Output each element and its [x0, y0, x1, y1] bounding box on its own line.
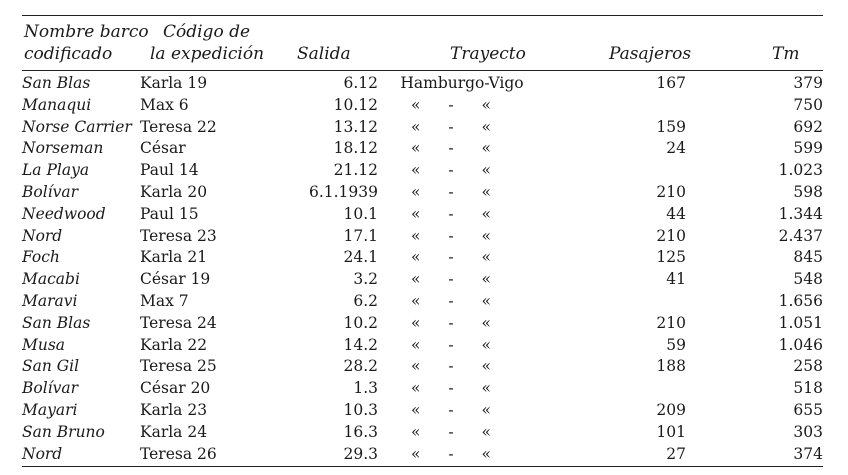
ditto-dash: - — [448, 270, 454, 289]
ditto-marks — [411, 356, 491, 378]
ditto-left-mark: « — [411, 270, 421, 289]
table-row — [22, 117, 823, 139]
expedition-code-cell: Max 7 — [140, 291, 189, 310]
ditto-left-mark: « — [411, 400, 421, 419]
tonnage-cell: 303 — [793, 422, 823, 441]
passengers-cell: 125 — [656, 248, 686, 267]
ditto-left-mark: « — [411, 357, 421, 376]
ship-name-cell: Manaqui — [22, 95, 92, 114]
passengers-cell: 159 — [656, 117, 686, 136]
ship-name-cell: San Blas — [22, 74, 91, 92]
ditto-marks — [411, 335, 491, 357]
header-trayecto: Trayecto — [450, 44, 526, 64]
expedition-code-cell: Teresa 23 — [140, 226, 217, 245]
route-cell — [378, 182, 546, 204]
passengers-cell — [546, 95, 686, 117]
ditto-dash: - — [448, 226, 454, 245]
expedition-code-cell: Teresa 24 — [140, 313, 217, 332]
header-pasajeros: Pasajeros — [609, 44, 692, 64]
route-cell — [378, 444, 546, 466]
ship-name-cell: Bolívar — [22, 379, 79, 398]
route-cell — [378, 400, 546, 422]
tonnage-cell: 548 — [793, 270, 823, 289]
route-cell — [378, 291, 546, 313]
ship-name-cell: Foch — [22, 248, 60, 267]
ditto-marks — [411, 95, 491, 117]
table-row — [22, 313, 823, 335]
expedition-code-cell: César 19 — [140, 270, 211, 289]
table-row — [22, 247, 823, 269]
ditto-marks — [411, 422, 491, 444]
ship-name-cell: Musa — [22, 335, 66, 354]
ditto-left-mark: « — [411, 422, 421, 441]
ditto-right-mark: « — [481, 379, 491, 398]
passengers-cell — [546, 291, 686, 313]
ditto-right-mark: « — [481, 204, 491, 223]
ditto-marks — [411, 313, 491, 335]
departure-date-cell: 1.3 — [353, 379, 378, 398]
expedition-code-cell: Karla 22 — [140, 335, 208, 354]
expeditions-table — [22, 73, 823, 465]
table-row — [22, 335, 823, 357]
departure-date-cell: 13.12 — [333, 117, 378, 136]
route-cell — [378, 335, 546, 357]
ditto-marks — [411, 269, 491, 291]
tonnage-cell: 655 — [793, 400, 823, 419]
table-row — [22, 160, 823, 182]
expedition-code-cell: Teresa 25 — [140, 357, 217, 376]
departure-date-cell: 16.3 — [343, 422, 378, 441]
ship-name-cell: Mayari — [22, 400, 78, 419]
passengers-cell — [546, 378, 686, 400]
ship-name-cell: Needwood — [22, 204, 106, 223]
expedition-code-cell: Max 6 — [140, 95, 189, 114]
passengers-cell — [546, 160, 686, 182]
header-tm: Tm — [772, 44, 800, 64]
departure-date-cell: 21.12 — [333, 161, 378, 180]
departure-date-cell: 6.1.1939 — [308, 182, 378, 201]
ditto-dash: - — [448, 161, 454, 180]
ditto-dash: - — [448, 444, 454, 463]
ditto-dash: - — [448, 117, 454, 136]
departure-date-cell: 6.12 — [343, 74, 378, 92]
passengers-cell: 210 — [656, 182, 686, 201]
table-row — [22, 378, 823, 400]
ditto-right-mark: « — [481, 422, 491, 441]
table-row — [22, 269, 823, 291]
ditto-left-mark: « — [411, 226, 421, 245]
ship-name-cell: Nord — [22, 226, 63, 245]
ship-name-cell: Nord — [22, 444, 63, 463]
ditto-dash: - — [448, 379, 454, 398]
departure-date-cell: 10.3 — [343, 400, 378, 419]
top-rule — [22, 15, 823, 16]
tonnage-cell: 692 — [793, 117, 823, 136]
route-cell — [378, 247, 546, 269]
header-code-line2: la expedición — [150, 44, 265, 64]
ditto-right-mark: « — [481, 139, 491, 158]
ditto-marks — [411, 400, 491, 422]
ditto-marks — [411, 291, 491, 313]
departure-date-cell: 3.2 — [353, 270, 378, 289]
ditto-marks — [411, 247, 491, 269]
bottom-rule — [22, 466, 823, 467]
route-text: Hamburgo-Vigo — [400, 74, 524, 92]
header-rule — [22, 70, 823, 71]
table-row — [22, 138, 823, 160]
ditto-right-mark: « — [481, 270, 491, 289]
table-body — [22, 73, 823, 465]
tonnage-cell: 750 — [793, 95, 823, 114]
route-cell — [378, 226, 546, 248]
expedition-code-cell: Karla 21 — [140, 248, 208, 267]
expedition-code-cell: César — [140, 139, 186, 158]
tonnage-cell: 845 — [793, 248, 823, 267]
route-cell — [378, 422, 546, 444]
ditto-right-mark: « — [481, 161, 491, 180]
departure-date-cell: 6.2 — [353, 291, 378, 310]
ditto-left-mark: « — [411, 117, 421, 136]
header-code-line1: Código de — [163, 22, 251, 42]
tonnage-cell: 599 — [793, 139, 823, 158]
table-row — [22, 291, 823, 313]
ship-name-cell: Norse Carrier — [22, 117, 132, 136]
tonnage-cell: 1.344 — [778, 204, 823, 223]
passengers-cell: 59 — [666, 335, 686, 354]
tonnage-cell: 1.051 — [778, 313, 823, 332]
ship-name-cell: La Playa — [22, 161, 90, 180]
departure-date-cell: 29.3 — [343, 444, 378, 463]
tonnage-cell: 1.023 — [778, 161, 823, 180]
departure-date-cell: 10.12 — [333, 95, 378, 114]
route-cell — [378, 269, 546, 291]
route-cell — [378, 356, 546, 378]
ditto-right-mark: « — [481, 313, 491, 332]
ditto-left-mark: « — [411, 182, 421, 201]
ship-name-cell: Norseman — [22, 139, 104, 158]
ship-name-cell: Bolívar — [22, 182, 79, 201]
table-row — [22, 422, 823, 444]
table-row — [22, 204, 823, 226]
header-name-line2: codificado — [24, 44, 113, 64]
passengers-cell: 210 — [656, 226, 686, 245]
passengers-cell: 167 — [656, 74, 686, 92]
ditto-dash: - — [448, 291, 454, 310]
expedition-code-cell: Teresa 26 — [140, 444, 217, 463]
departure-date-cell: 17.1 — [343, 226, 378, 245]
expedition-code-cell: Teresa 22 — [140, 117, 217, 136]
expedition-code-cell: Paul 15 — [140, 204, 199, 223]
ditto-right-mark: « — [481, 400, 491, 419]
ditto-right-mark: « — [481, 335, 491, 354]
ditto-dash: - — [448, 139, 454, 158]
ditto-dash: - — [448, 357, 454, 376]
route-cell — [378, 160, 546, 182]
expedition-code-cell: César 20 — [140, 379, 211, 398]
passengers-cell: 188 — [656, 357, 686, 376]
table-row — [22, 444, 823, 466]
passengers-cell: 210 — [656, 313, 686, 332]
ditto-left-mark: « — [411, 139, 421, 158]
tonnage-cell: 598 — [793, 182, 823, 201]
ship-name-cell: San Blas — [22, 313, 91, 332]
ditto-dash: - — [448, 335, 454, 354]
tonnage-cell: 1.046 — [778, 335, 823, 354]
tonnage-cell: 379 — [793, 74, 823, 92]
ditto-right-mark: « — [481, 182, 491, 201]
ditto-right-mark: « — [481, 226, 491, 245]
header-salida: Salida — [297, 44, 351, 64]
ditto-marks — [411, 378, 491, 400]
header-name-line1: Nombre barco — [24, 22, 149, 42]
route-cell — [378, 95, 546, 117]
ditto-marks — [411, 182, 491, 204]
passengers-cell: 209 — [656, 400, 686, 419]
ditto-marks — [411, 117, 491, 139]
ditto-marks — [411, 138, 491, 160]
ditto-right-mark: « — [481, 248, 491, 267]
departure-date-cell: 10.1 — [343, 204, 378, 223]
ditto-marks — [411, 204, 491, 226]
route-cell — [378, 378, 546, 400]
ditto-left-mark: « — [411, 161, 421, 180]
expedition-code-cell: Karla 19 — [140, 74, 208, 92]
ship-name-cell: Maravi — [22, 291, 78, 310]
ship-name-cell: San Gil — [22, 357, 80, 376]
departure-date-cell: 28.2 — [343, 357, 378, 376]
departure-date-cell: 10.2 — [343, 313, 378, 332]
passengers-cell: 41 — [666, 270, 686, 289]
ditto-dash: - — [448, 95, 454, 114]
ditto-right-mark: « — [481, 444, 491, 463]
route-cell — [378, 73, 546, 95]
ship-name-cell: Macabi — [22, 270, 80, 289]
ditto-left-mark: « — [411, 335, 421, 354]
ditto-right-mark: « — [481, 357, 491, 376]
ditto-dash: - — [448, 313, 454, 332]
departure-date-cell: 18.12 — [333, 139, 378, 158]
ditto-dash: - — [448, 400, 454, 419]
ditto-dash: - — [448, 204, 454, 223]
departure-date-cell: 14.2 — [343, 335, 378, 354]
expedition-code-cell: Karla 20 — [140, 182, 208, 201]
table-row — [22, 356, 823, 378]
ditto-left-mark: « — [411, 95, 421, 114]
ditto-right-mark: « — [481, 291, 491, 310]
expedition-code-cell: Karla 23 — [140, 400, 208, 419]
route-cell — [378, 117, 546, 139]
table-row — [22, 73, 823, 95]
ship-name-cell: San Bruno — [22, 422, 105, 441]
tonnage-cell: 2.437 — [778, 226, 823, 245]
ditto-left-mark: « — [411, 291, 421, 310]
ditto-right-mark: « — [481, 117, 491, 136]
tonnage-cell: 1.656 — [778, 291, 823, 310]
passengers-cell: 101 — [656, 422, 686, 441]
ditto-marks — [411, 226, 491, 248]
ditto-right-mark: « — [481, 95, 491, 114]
ditto-left-mark: « — [411, 313, 421, 332]
tonnage-cell: 374 — [793, 444, 823, 463]
ditto-dash: - — [448, 248, 454, 267]
table-row — [22, 182, 823, 204]
tonnage-cell: 258 — [793, 357, 823, 376]
route-cell — [378, 138, 546, 160]
table-row — [22, 226, 823, 248]
departure-date-cell: 24.1 — [343, 248, 378, 267]
route-cell — [378, 313, 546, 335]
passengers-cell: 24 — [666, 139, 686, 158]
ditto-left-mark: « — [411, 248, 421, 267]
passengers-cell: 44 — [666, 204, 686, 223]
route-cell — [378, 204, 546, 226]
ditto-dash: - — [448, 422, 454, 441]
tonnage-cell: 518 — [793, 379, 823, 398]
ditto-left-mark: « — [411, 204, 421, 223]
ditto-left-mark: « — [411, 444, 421, 463]
ditto-marks — [411, 160, 491, 182]
passengers-cell: 27 — [666, 444, 686, 463]
expedition-code-cell: Karla 24 — [140, 422, 208, 441]
expedition-code-cell: Paul 14 — [140, 161, 199, 180]
ditto-left-mark: « — [411, 379, 421, 398]
table-row — [22, 400, 823, 422]
ditto-marks — [411, 444, 491, 466]
table-row — [22, 95, 823, 117]
ditto-dash: - — [448, 182, 454, 201]
